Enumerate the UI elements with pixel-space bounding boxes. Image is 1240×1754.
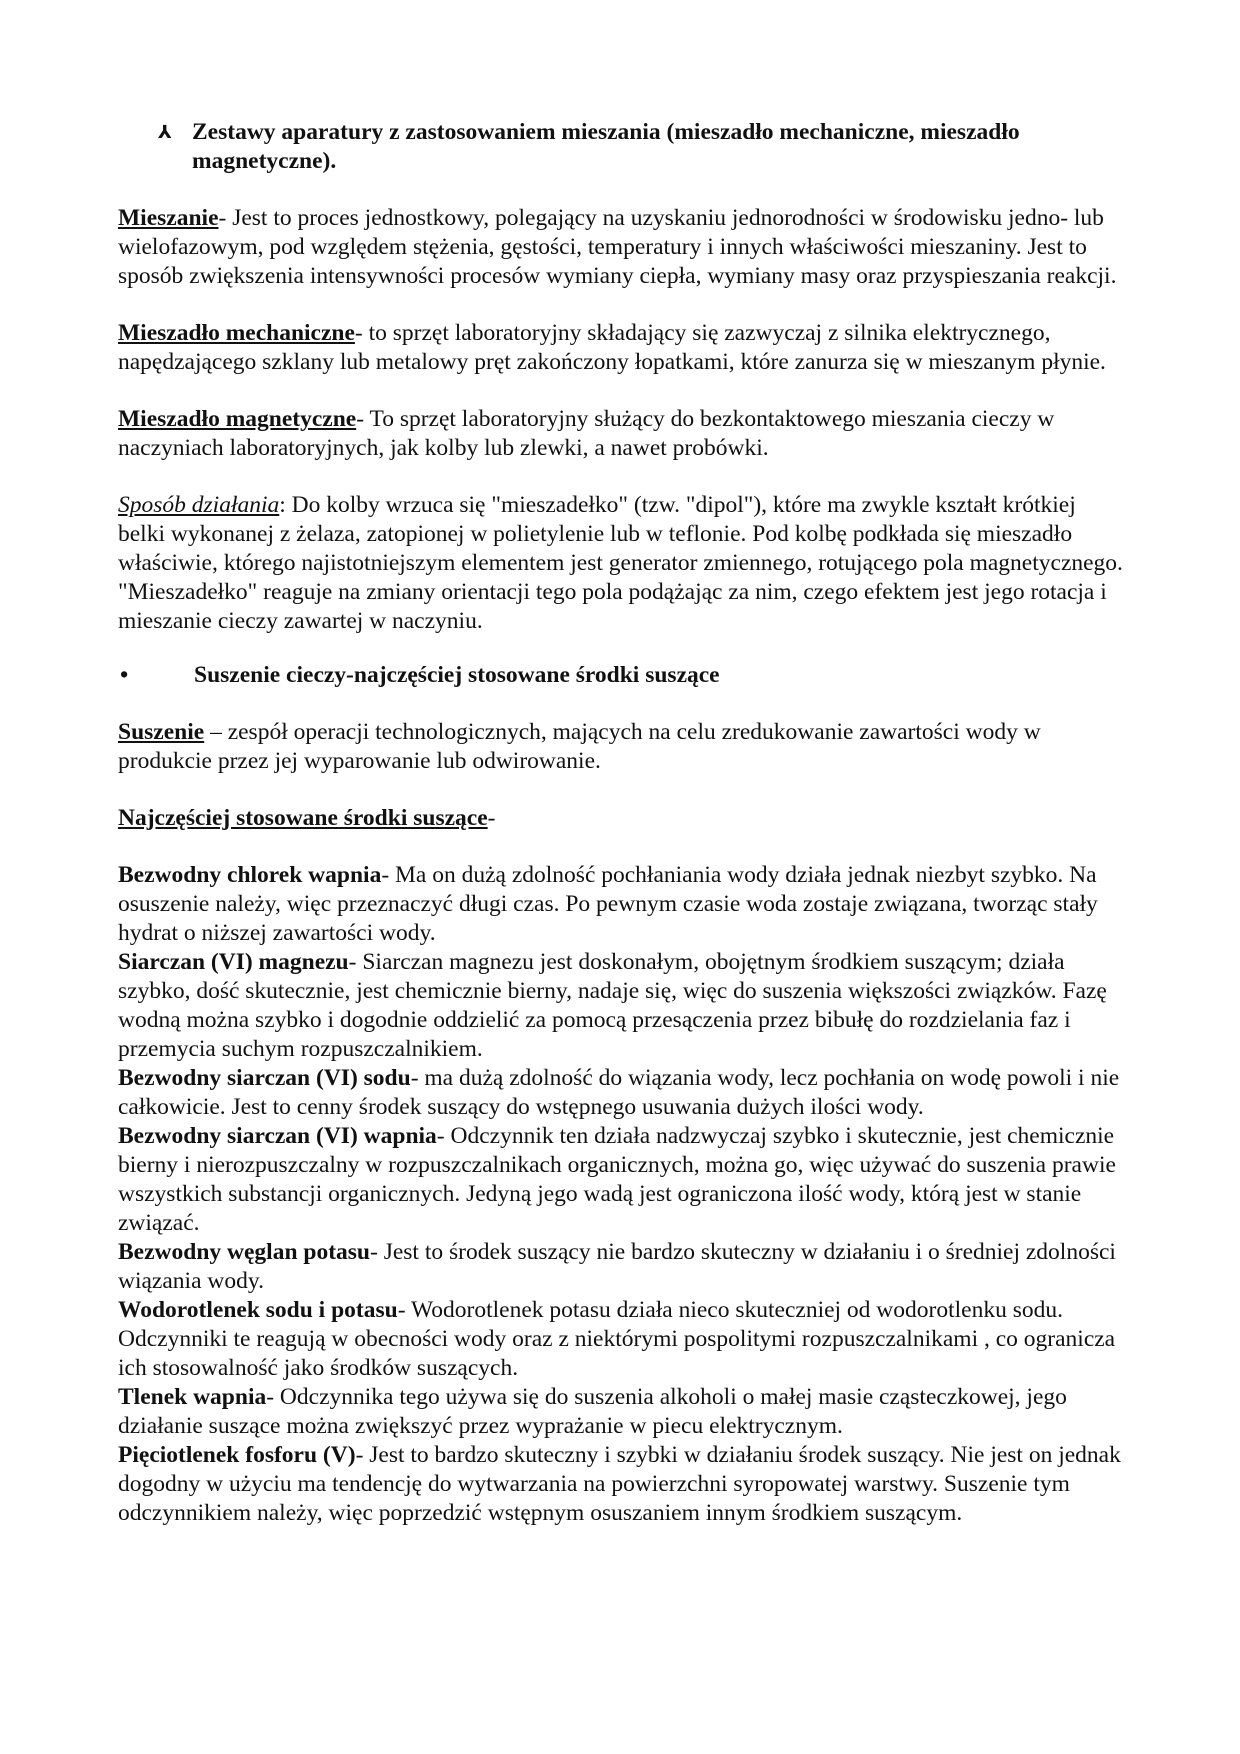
- term: Mieszadło magnetyczne: [118, 406, 357, 432]
- paragraph-suszenie: [118, 718, 1128, 776]
- section-title: Zestawy aparatury z zastosowaniem mieszania (mieszadło mechaniczne, mieszadło magnetyczne).: [192, 119, 1020, 174]
- agent-name: Bezwodny siarczan (VI) wapnia: [118, 1123, 437, 1149]
- agent-description: - Odczynnik ten działa nadzwyczaj szybko i skutecznie, jest chemicznie bierny i nierozpuszczalny w rozpuszczalnikach organicznych, można go, więc używać do suszenia prawie wszystkich substancji organicznych. Jedyną jego wadą jest ograniczona ilość wody, którą jest w stanie związać.: [118, 1123, 1116, 1236]
- agent-description: - Jest to bardzo skuteczny i szybki w działaniu środek suszący. Nie jest on jednak dogodny w użyciu ma tendencję do wytwarzania na powierzchni syropowatej warstwy. Suszenie tym odczynnikiem należy, więc poprzedzić wstępnym osuszaniem innym środkiem suszącym.: [118, 1442, 1121, 1526]
- agent-description: - Jest to środek suszący nie bardzo skuteczny w działaniu i o średniej zdolności wiązania wody.: [118, 1239, 1116, 1294]
- paragraph-mieszanie: [118, 204, 1128, 291]
- list-heading: [118, 804, 1128, 833]
- list-item: [118, 1296, 1128, 1383]
- paragraph-sposob-dzialania: [118, 491, 1128, 636]
- document-page: [118, 118, 1128, 1528]
- agent-name: Bezwodny węglan potasu: [118, 1239, 371, 1265]
- agent-description: - Odczynnika tego używa się do suszenia alkoholi o małej masie cząsteczkowej, jego działanie suszące można zwiększyć przez wyprażanie w piecu elektrycznym.: [118, 1384, 1067, 1439]
- suffix: -: [487, 805, 496, 831]
- agent-name: Bezwodny chlorek wapnia: [118, 862, 382, 888]
- bullet-icon: •: [120, 662, 129, 688]
- term: Sposób działania: [118, 492, 280, 518]
- list-item: [118, 1122, 1128, 1238]
- agent-name: Siarczan (VI) magnezu: [118, 949, 349, 975]
- term: Mieszadło mechaniczne: [118, 320, 355, 346]
- list-item: [118, 861, 1128, 948]
- list-item: [118, 1383, 1128, 1441]
- definition: - to sprzęt laboratoryjny składający się zazwyczaj z silnika elektrycznego, napędzającego szklany lub metalowy pręt zakończony łopatkami, które zanurza się w mieszanym płynie.: [118, 320, 1106, 375]
- list-item: [118, 1441, 1128, 1528]
- list-item: [118, 1238, 1128, 1296]
- arrow-bullet-icon: ⅄: [158, 122, 172, 142]
- section-title: Suszenie cieczy-najczęściej stosowane środki suszące: [194, 662, 720, 688]
- definition: – zespół operacji technologicznych, mających na celu zredukowanie zawartości wody w produkcie przez jej wyparowanie lub odwirowanie.: [118, 719, 1041, 774]
- definition: - Jest to proces jednostkowy, polegający na uzyskaniu jednorodności w środowisku jedno- lub wielofazowym, pod względem stężenia, gęstości, temperatury i innych właściwości mieszaniny. Jest to sposób zwiększenia intensywności procesów wymiany ciepła, wymiany masy oraz przyspieszania reakcji.: [118, 205, 1117, 289]
- drying-agents-list: [118, 861, 1128, 1528]
- agent-description: - Siarczan magnezu jest doskonałym, obojętnym środkiem suszącym; działa szybko, dość skutecznie, jest chemicznie bierny, nadaje się, więc do suszenia większości związków. Fazę wodną można szybko i dogodnie oddzielić za pomocą przesączenia przez bibułę do rozdzielania faz i przemycia suchym rozpuszczalnikiem.: [118, 949, 1107, 1062]
- paragraph-mieszadlo-mechaniczne: [118, 319, 1128, 377]
- section-heading-mixing: [158, 118, 1128, 176]
- term: Suszenie: [118, 719, 205, 745]
- term: Najczęściej stosowane środki suszące: [118, 805, 488, 831]
- agent-description: - Wodorotlenek potasu działa nieco skuteczniej od wodorotlenku sodu. Odczynniki te reagują w obecności wody oraz z niektórymi pospolitymi rozpuszczalnikami , co ogranicza ich stosowalność jako środków suszących.: [118, 1297, 1116, 1381]
- agent-name: Bezwodny siarczan (VI) sodu: [118, 1065, 411, 1091]
- agent-name: Tlenek wapnia: [118, 1384, 267, 1410]
- agent-description: - ma dużą zdolność do wiązania wody, lecz pochłania on wodę powoli i nie całkowicie. Jest to cenny środek suszący do wstępnego usuwania dużych ilości wody.: [118, 1065, 1120, 1120]
- list-item: [118, 1064, 1128, 1122]
- definition: - To sprzęt laboratoryjny służący do bezkontaktowego mieszania cieczy w naczyniach laboratoryjnych, jak kolby lub zlewki, a nawet probówki.: [118, 406, 1055, 461]
- agent-name: Pięciotlenek fosforu (V): [118, 1442, 356, 1468]
- definition: : Do kolby wrzuca się "mieszadełko" (tzw. "dipol"), które ma zwykle kształt krótkiej belki wykonanej z żelaza, zatopionej w polietylenie lub w teflonie. Pod kolbę podkłada się mieszadło właściwie, którego najistotniejszym elementem jest generator zmiennego, rotującego pola magnetycznego. "Mieszadełko" reaguje na zmiany orientacji tego pola podążając za nim, czego efektem jest jego rotacja i mieszanie cieczy zawartej w naczyniu.: [118, 492, 1123, 634]
- section-heading-drying: [118, 661, 1128, 690]
- agent-description: - Ma on dużą zdolność pochłaniania wody działa jednak niezbyt szybko. Na osuszenie należy, więc przeznaczyć długi czas. Po pewnym czasie woda zostaje związana, tworząc stały hydrat o niższej zawartości wody.: [118, 862, 1098, 946]
- agent-name: Wodorotlenek sodu i potasu: [118, 1297, 398, 1323]
- list-item: [118, 948, 1128, 1064]
- paragraph-mieszadlo-magnetyczne: [118, 405, 1128, 463]
- term: Mieszanie: [118, 205, 219, 231]
